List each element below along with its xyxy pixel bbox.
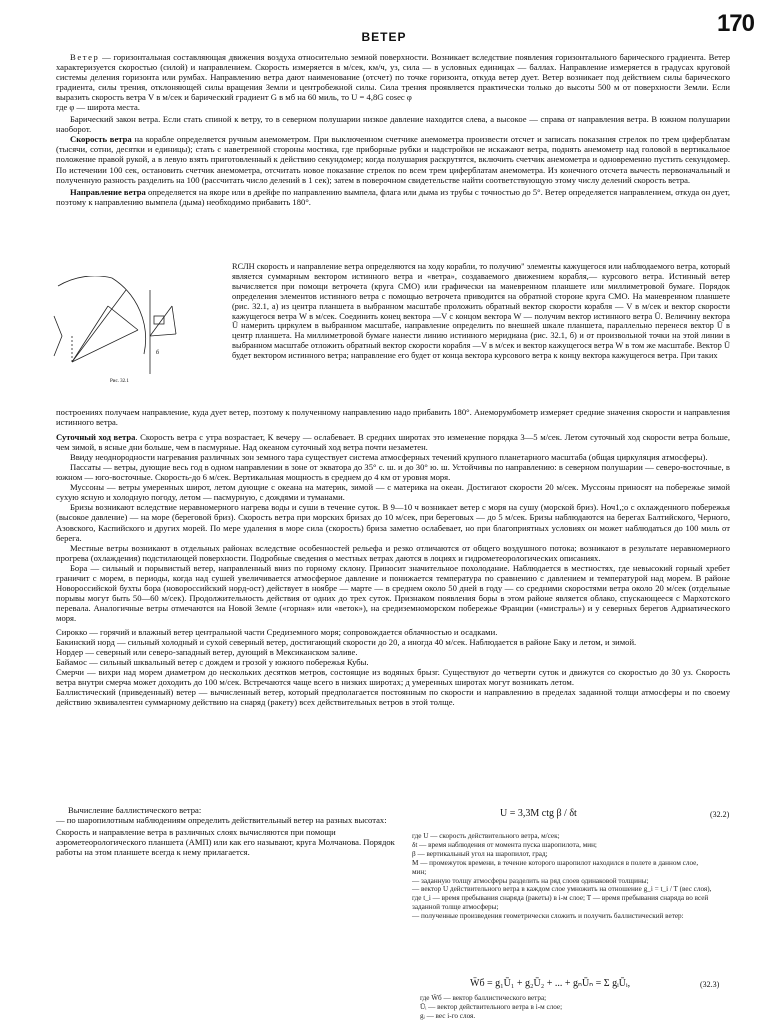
paragraph-waterspouts: Смерчи — вихри над морем диаметром до нескольких десятков метров, состоящие из водяных брызг. Существуют до четверти суток и движутся со скоростью до 30 уз. Скорость ветра внутри смерча может доходить до 100 м/сек. Встречаются чаще всего в низких широтах; д умеренных широтах могут возникать летом. bbox=[56, 667, 730, 688]
figure-a-planshet bbox=[54, 276, 146, 362]
section-intro bbox=[56, 52, 730, 207]
figure-b-graph bbox=[150, 290, 176, 374]
text-wind-direction: определяется на якоре или в дрейфе по направлению вымпела, флага или дыма из трубы с точностью до 5°. Ветер определяется направлением, откуда он дует, поэтому к направлению вымпела (дыма) необходимо прибавить 180°. bbox=[56, 186, 730, 207]
page-title: ВЕТЕР bbox=[361, 30, 407, 44]
legend-line: gᵢ — вес i-го слоя. bbox=[420, 1011, 476, 1020]
legend-line: где W̄б — вектор баллистического ветра; bbox=[420, 994, 547, 1002]
section-calculation bbox=[56, 805, 398, 857]
legend-line: Ūᵢ — вектор действительного ветра в i-м слое; bbox=[420, 1002, 563, 1011]
paragraph-latitude: где φ — широта места. bbox=[56, 102, 140, 113]
figure-32-1 bbox=[52, 276, 228, 386]
paragraph-wind-direction bbox=[56, 187, 730, 207]
term-daily-course: Суточный ход ветра bbox=[56, 432, 136, 443]
figure-caption: Рис. 32.1 bbox=[110, 379, 129, 384]
figure-label-b: б bbox=[156, 350, 160, 356]
paragraph-anemorumbometer: построениях получаем направление, куда дует ветер, поэтому к полученному направлению надо прибавить 180°. Анеморумбометр измеряет средние значения скорости и направления истинного ветра. bbox=[56, 407, 730, 428]
text-wind-definition: — горизонтальная составляющая движения воздуха относительно земной поверхности. Возникает вследствие появления горизонтального барического градиента. Ветер характеризуется скоростью (силой) и направлением. Скорость измеряется в м/сек, км/ч, уз, сила — в условных единицах — баллах. Направление измеряется в градусах круговой системы деления горизонта или румбах. Направлению ветра дают наименование (отсчет) по точке горизонта, откуда ветер дует. Ветер возникает под действием силы барического градиента, силы трения, отклоняющей силы вращения Земли и центробежной силы. Сила трения проявляется практически только до высоты 500 м от поверхности Земли. Если выразить скорость ветра V в м/сек и барический градиент G в мб на 60 миль, то U = 4,8G cosec φ bbox=[56, 52, 731, 103]
paragraph-daily-course bbox=[56, 432, 730, 452]
legend-line: M — промежуток времени, в течение которого шаропилот находился в полете в данном слое, мин; bbox=[412, 858, 699, 876]
formula-32-2: U = 3,3M ctg β / δt bbox=[500, 808, 577, 819]
paragraph-ballistic-wind: Баллистический (приведенный) ветер — вычисленный ветер, который предполагается постоянным по скорости и направлению в пределах заданной толщи атмосферы и по своему действию эквивалентен суммарному действию на снаряд (ракету) всех действительных ветров в этой толще. bbox=[56, 687, 730, 708]
paragraph-sirocco: Сирокко — горячий и влажный ветер центральной части Средиземного моря; сопровождается облачностью и осадками. bbox=[56, 626, 498, 637]
text-daily-course: . Скорость ветра с утра возрастает, К вечеру — ослабевает. В средних широтах это изменение порядка 3—5 м/сек. Летом суточный ход скорости ветра больше, чем зимой, в ясные дни больше, чем в пасмурные. Над океаном суточный ход ветра почти незаметен. bbox=[56, 432, 730, 453]
paragraph-baric-law: Барический закон ветра. Если стать спиной к ветру, то в северном полушарии низкое давление находится слева, а высокое — справа от направления ветра. В южном полушарии наоборот. bbox=[56, 114, 730, 135]
term-wind-speed: Скорость ветра bbox=[70, 134, 132, 145]
paragraph-bayamo: Байамос — сильный шквальный ветер с дождем и грозой у южного побережья Кубы. bbox=[56, 657, 369, 668]
equation-number-32-3: (32.3) bbox=[700, 980, 720, 989]
paragraph-monsoons: Муссоны — ветры умеренных широт, летом дующие с океана на материк, зимой — с материка на океан. Достигают скорости 20 м/сек. Муссоны приносят на побережье зимой сухую ясную и холодную погоду, летом — пасмурную, с дождями и туманами. bbox=[56, 482, 730, 503]
paragraph-breezes: Бризы возникают вследствие неравномерного нагрева воды и суши в течение суток. В 9—10 ч возникает ветер с моря на сушу (морской бриз). Ноч1,;о с охлажденного побережья (высокое давление) — на море (береговой бриз). Скорость ветра при морских бризах до 10 м/сек, при береговых — до 5 м/сек. Бризы наблюдаются на берегах Балтийского, Черного, Азовского, Каспийского и других морей. По мере удаления в море сила (скорость) бриза заметно ослабевает, но при благоприятных условиях он может наблюдаться до 100 миль от берега. bbox=[56, 502, 730, 543]
formula-32-3: W̄б = g₁Ū₁ + g₂Ū₂ + ... + gₙŪₙ = Σ gᵢŪᵢ, bbox=[470, 978, 631, 989]
calc-text-amp: Скорость и направление ветра в различных слоях вычисляются при помощи аэрометеорологического планшета (АМП) или как его называют, круга Молчанова. Порядок работы на этом планшете всегда к нему прилагается. bbox=[56, 827, 395, 858]
paragraph-wind-speed bbox=[56, 134, 730, 184]
section-rsln bbox=[232, 262, 730, 361]
calc-title: Вычисление баллистического ветра: bbox=[68, 805, 202, 815]
legend-line: δt — время наблюдения от момента пуска шаропилота, мин; bbox=[412, 840, 597, 849]
calc-step-pilot: — по шаропилотным наблюдениям определить действительный ветер на разных высотах: bbox=[56, 815, 387, 826]
legend-32-2 bbox=[412, 832, 712, 921]
legend-line: — заданную толщу атмосферы разделить на ряд слоев одинаковой толщины; bbox=[412, 876, 649, 885]
paragraph-circulation: Ввиду неоднородности нагревания различных зон земного тара существует система атмосферных течений крупного планетарного масштаба (общая циркуляция атмосферы). bbox=[70, 452, 708, 463]
equation-number-32-2: (32.2) bbox=[710, 810, 730, 819]
paragraph-trade-winds: Пассаты — ветры, дующие весь год в одном направлении в зоне от экватора до 35° с. ш. и до 30° ю. ш. Устойчивы по направлению: в северном полушарии — северо-восточные, в южном — юго-восточные. Скорость-до 6 м/сек. Вертикальная мощность в среднем до 4 км от уровня моря. bbox=[56, 462, 730, 483]
paragraph-local-winds: Местные ветры возникают в отдельных районах вследствие особенностей рельефа и резко отличаются от общего воздушного потока; возникают в результате неравномерного прогрева (охлаждения) подстилающей поверхности. Подробные сведения о местных ветрах даются в лоциях и гидрометеорологических описаниях. bbox=[56, 542, 730, 563]
legend-line: — полученные произведения геометрически сложить и получить баллистический ветер: bbox=[412, 912, 684, 921]
text-wind-speed: на корабле определяется ручным анемометром. При выключенном счетчике анемометра произвести отсчет и записать показания стрелок по трем циферблатам (тысячи, сотни, десятки и единицы); стать с наветренной стороны мостика, где приборные рубки и надстройки не искажают ветра, поднять анемометр над головой в вертикальное положение правой рукой, а в левую взять приготовленный к действию секундомер; когда полушария раскрутятся, включить счетчик анемометра и одновременно пустить секундомер. По истечении 100 сек, остановить счетчик анемометра, отсчитать новое показание стрелок по всем трем циферблатам анемометра. Из конечного отсчета вычесть первоначальный и полученную разность разделить на 100 (рассчитать число делений в 1 сек); затем в поверочном свидетельстве найти соответствующую этому числу делений скорость ветра. bbox=[56, 134, 730, 185]
legend-line: β — вертикальный угол на шаропилот, град; bbox=[412, 849, 548, 858]
term-wind: Ветер bbox=[70, 52, 100, 62]
paragraph-norder: Нордер — северный или северо-западный ветер, дующий в Мексиканском заливе. bbox=[56, 647, 358, 658]
term-wind-direction: Направление ветра bbox=[70, 186, 146, 197]
paragraph-true-wind: RСЛН скорость и направление ветра определяются на ходу корабли, то получию" элементы кажущегося или наблюдаемого ветра, который является суммарным вектором истинного ветра и «ветра», создаваемого движением корабля,— курсового ветра. Истинный ветер вычисляется при помощи ветрочета (круга СМО) или графически на маневренном планшете или миллиметровой бумаге. Порядок определения элементов истинного ветра с помощью ветрочета приводится на обратной стороне круга СМО. На маневренном планшете (рис. 32.1, а) из центра планшета в выбранном масштабе проложить обратный вектор скорости корабля — V в м/сек и вектор скорости кажущегося ветра W в м/сек. Соединить конец вектора —V с концом вектора W — получим вектор истинного ветра Ū. Величину вектора Ū намерить циркулем в выбранном масштабе, направление определить по внешней шкале планшета, параллельно перенеся вектор Ū в центр планшета. На миллиметровой бумаге нанести линию истинного меридиана (рис. 32.1, б) и от произвольной точки на этой линии в выбранном масштабе отложить обратный вектор скорости корабля —V в м/сек и вектор кажущегося ветра W в том же масштабе. Вектор Ū будет вектором истинного ветра; направление его будет от конца вектора курсового ветра к концу вектора кажущегося ветра. При таких bbox=[232, 262, 730, 361]
section-rest bbox=[56, 407, 730, 707]
page-number: 170 bbox=[716, 10, 754, 37]
paragraph-baku-nord: Бакинский норд — сильный холодный и сухой северный ветер, достигающий скорости до 20, а иногда 40 м/сек. Наблюдается в районе Баку и летом, и зимой. bbox=[56, 637, 637, 648]
paragraph-bora: Бора — сильный и порывистый ветер, направленный вниз по горному склону. Приносит значительное похолодание. Наблюдается в местностях, где невысокий горный хребет граничит с морем, в периоды, когда над сушей увеличивается атмосферное давление и понижается температура по сравнению с давлением и температурой над морем. В районе Новороссийской бухты бора (новороссийский норд-ост) действует в ноябре — марте — в среднем около 50 дней в году — со средними скоростями ветра около 20 м/сек (отдельные порывы могут быть 50—60 м/сек). Продолжительность действия от одних до трех суток. Признаком появления боры в этом районе является облако, спускающееся с Мархотского перевала. Аналогичные ветры отмечаются на Новой Земле («горная» или «веток»), на средиземноморском побережье Франции («мистраль») и у северных берегов Адриатического моря. bbox=[56, 562, 730, 623]
paragraph-wind-definition bbox=[56, 52, 730, 102]
legend-line: где U — скорость действительного ветра, м/сек; bbox=[412, 832, 560, 840]
legend-32-3 bbox=[420, 994, 720, 1021]
legend-line: — вектор U действительного ветра в каждом слое умножить на отношение g_i = t_i / T (вес слоя), где t_i — время пребывания снаряда (ракеты) в i-м слое; T — время пребывания снаряда во всей заданной толще атмосферы; bbox=[412, 885, 712, 912]
